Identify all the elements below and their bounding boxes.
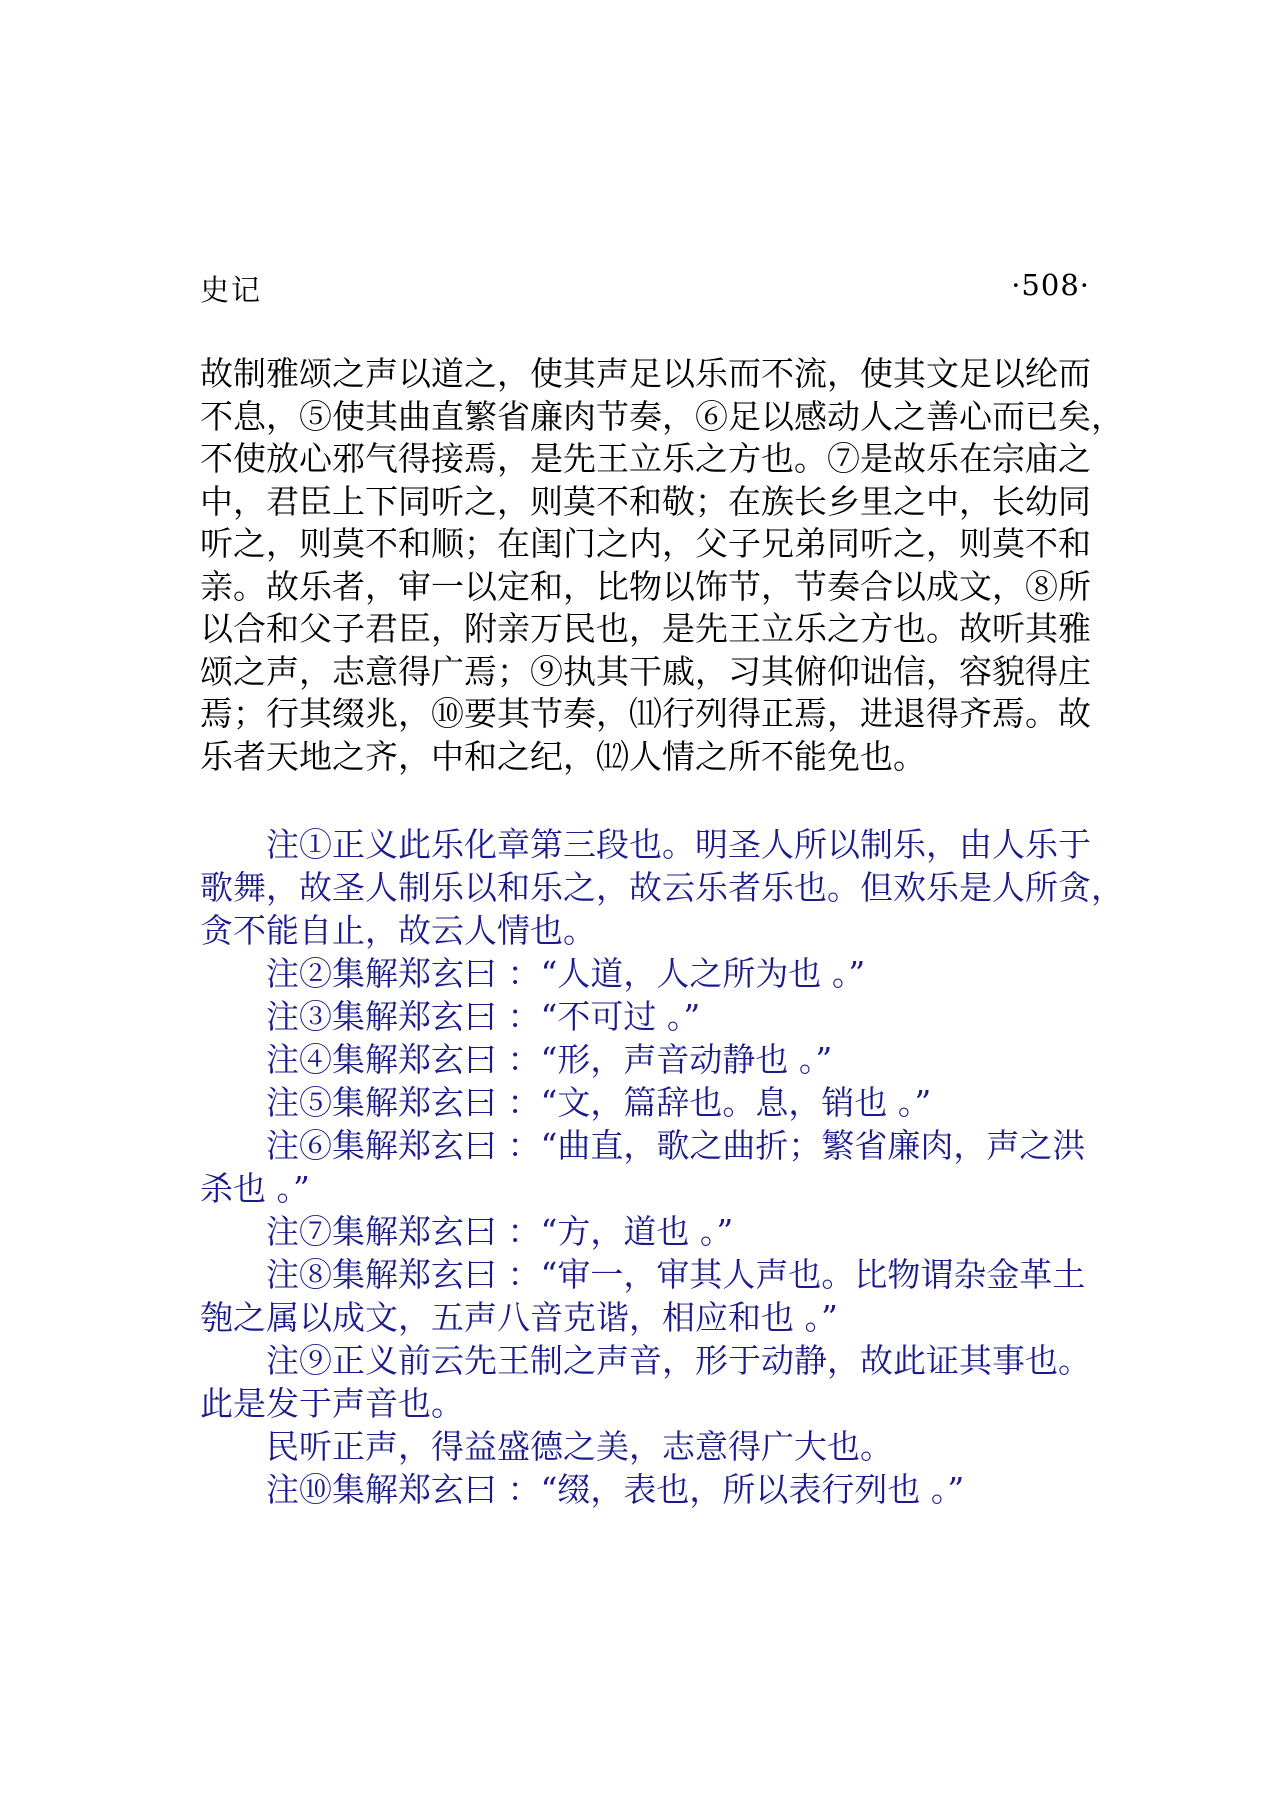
annotations <box>200 823 1124 1511</box>
note-line: 贪不能自止，故云人情也。 <box>200 911 596 950</box>
text-line: 亲。故乐者，审一以定和，比物以饰节，节奏合以成文，⑧所 <box>200 566 1091 606</box>
text-line: 以合和父子君臣，附亲万民也，是先王立乐之方也。故听其雅 <box>200 609 1091 648</box>
text-line: 不息，⑤使其曲直繁省廉肉节奏，⑥足以感动人之善心而已矣， <box>200 396 1124 436</box>
text-line: 乐者天地之齐，中和之纪，⑿人情之所不能免也。 <box>200 736 926 776</box>
note-line: 注⑩集解郑玄曰 ：“缀，表也，所以表行列也 。” <box>266 1470 965 1509</box>
note-line: 注⑧集解郑玄曰 ：“审一，审其人声也。比物谓杂金革土 <box>266 1255 1086 1294</box>
page-number: ·508· <box>1011 268 1090 302</box>
note-line: 歌舞，故圣人制乐以和乐之，故云乐者乐也。但欢乐是人所贪， <box>200 868 1124 907</box>
note-line: 注⑦集解郑玄曰 ：“方，道也 。” <box>266 1212 734 1251</box>
text-line: 听之，则莫不和顺；在闺门之内，父子兄弟同听之，则莫不和 <box>200 524 1091 563</box>
note-line: 杀也 。” <box>200 1169 310 1208</box>
note-line: 注③集解郑玄曰 ：“不可过 。” <box>266 997 701 1036</box>
note-line: 注①正义此乐化章第三段也。明圣人所以制乐，由人乐于 <box>266 825 1091 864</box>
note-line: 注④集解郑玄曰 ：“形，声音动静也 。” <box>266 1040 833 1079</box>
note-line: 匏之属以成文，五声八音克谐，相应和也 。” <box>200 1298 838 1337</box>
note-line: 民听正声，得益盛德之美，志意得广大也。 <box>266 1427 893 1466</box>
note-line: 注⑤集解郑玄曰 ：“文，篇辞也。息，销也 。” <box>266 1083 932 1122</box>
page-header <box>200 268 1090 308</box>
text-line: 中，君臣上下同听之，则莫不和敬；在族长乡里之中，长幼同 <box>200 481 1091 521</box>
text-line: 焉；行其缀兆，⑩要其节奏，⑾行列得正焉，进退得齐焉。故 <box>200 694 1091 733</box>
note-line: 注⑥集解郑玄曰 ：“曲直，歌之曲折；繁省廉肉，声之洪 <box>266 1126 1086 1165</box>
text-line: 故制雅颂之声以道之，使其声足以乐而不流，使其文足以纶而 <box>200 354 1091 393</box>
text-line: 颂之声，志意得广焉；⑨执其干戚，习其俯仰诎信，容貌得庄 <box>200 651 1091 691</box>
note-line: 注⑨正义前云先王制之声音，形于动静，故此证其事也。 <box>266 1341 1091 1380</box>
note-line: 此是发于声音也。 <box>200 1384 464 1423</box>
main-text <box>200 353 1124 778</box>
text-line: 不使放心邪气得接焉，是先王立乐之方也。⑦是故乐在宗庙之 <box>200 439 1091 478</box>
note-line: 注②集解郑玄曰 ：“人道，人之所为也 。” <box>266 954 866 993</box>
book-title: 史记 <box>200 273 263 307</box>
